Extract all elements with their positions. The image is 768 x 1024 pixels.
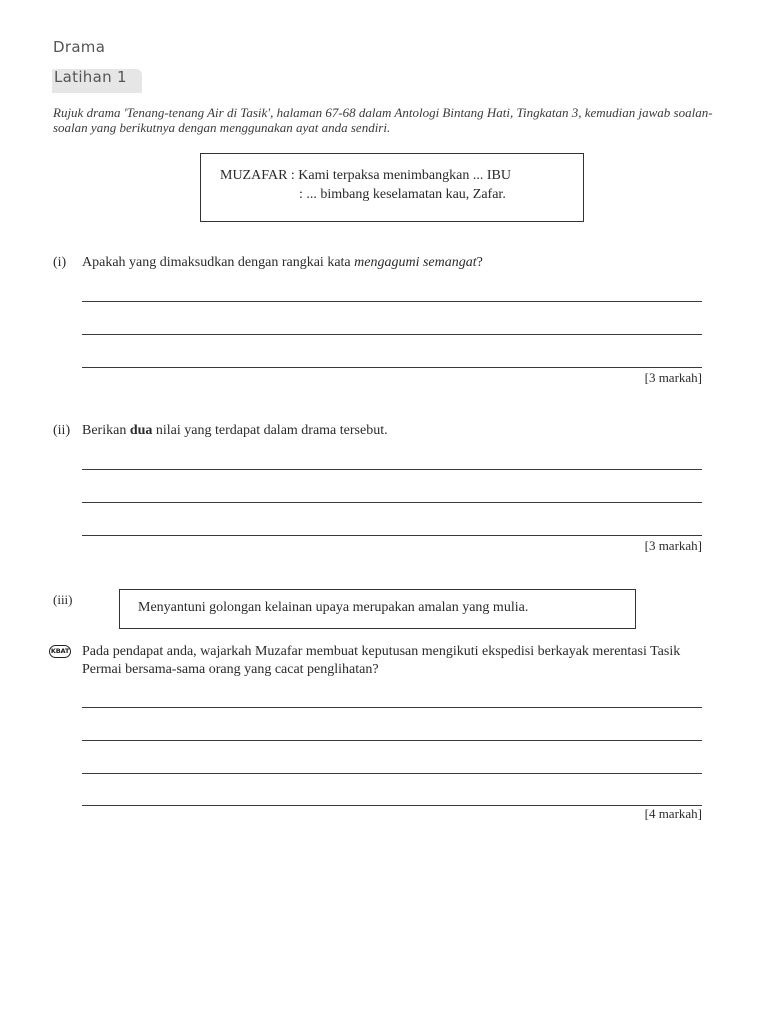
question-2-text-b: nilai yang terdapat dalam drama tersebut. [152,423,388,438]
answer-line[interactable] [82,773,702,774]
question-1-marks: [3 markah] [644,370,702,385]
answer-line[interactable] [82,502,702,503]
kbat-badge: KBAT [49,645,71,658]
instruction-text: Rujuk drama 'Tenang-tenang Air di Tasik', halaman 67-68 dalam Antologi Bintang Hati, Tingkatan 3, kemudian jawab soalan-soalan yang berikutnya dengan menggunakan ayat anda sendiri. [53,105,713,135]
statement-text: Menyantuni golongan kelainan upaya merupakan amalan yang mulia. [138,600,529,615]
answer-line[interactable] [82,535,702,536]
question-2-text [82,422,712,440]
answer-line[interactable] [82,334,702,335]
question-3-marks: [4 markah] [644,806,702,821]
question-1-text-italic: mengagumi semangat [354,255,477,270]
question-2-text-bold: dua [129,423,153,438]
answer-line[interactable] [82,301,702,302]
question-2-number: (ii) [53,423,71,438]
question-3-text: Pada pendapat anda, wajarkah Muzafar membuat keputusan mengikuti ekspedisi berkayak merentasi Tasik Permai bersama-sama orang yang cacat penglihatan? [82,644,681,677]
excerpt-line-2: : ... bimbang keselamatan kau, Zafar. [299,187,506,202]
answer-line[interactable] [82,805,702,806]
question-1-number: (i) [53,255,67,270]
question-1-text [82,254,712,272]
exercise-label: Latihan 1 [54,68,127,86]
excerpt-line-1: MUZAFAR : Kami terpaksa menimbangkan ... IBU [220,168,511,183]
question-1-text-b: ? [476,255,483,270]
answer-line[interactable] [82,367,702,368]
question-3-number: (iii) [53,592,73,607]
answer-line[interactable] [82,740,702,741]
answer-line[interactable] [82,707,702,708]
question-2-marks: [3 markah] [644,538,702,553]
question-1-text-a: Apakah yang dimaksudkan dengan rangkai kata [82,255,355,270]
question-2-text-a: Berikan [82,423,130,438]
section-title: Drama [53,38,106,56]
answer-line[interactable] [82,469,702,470]
